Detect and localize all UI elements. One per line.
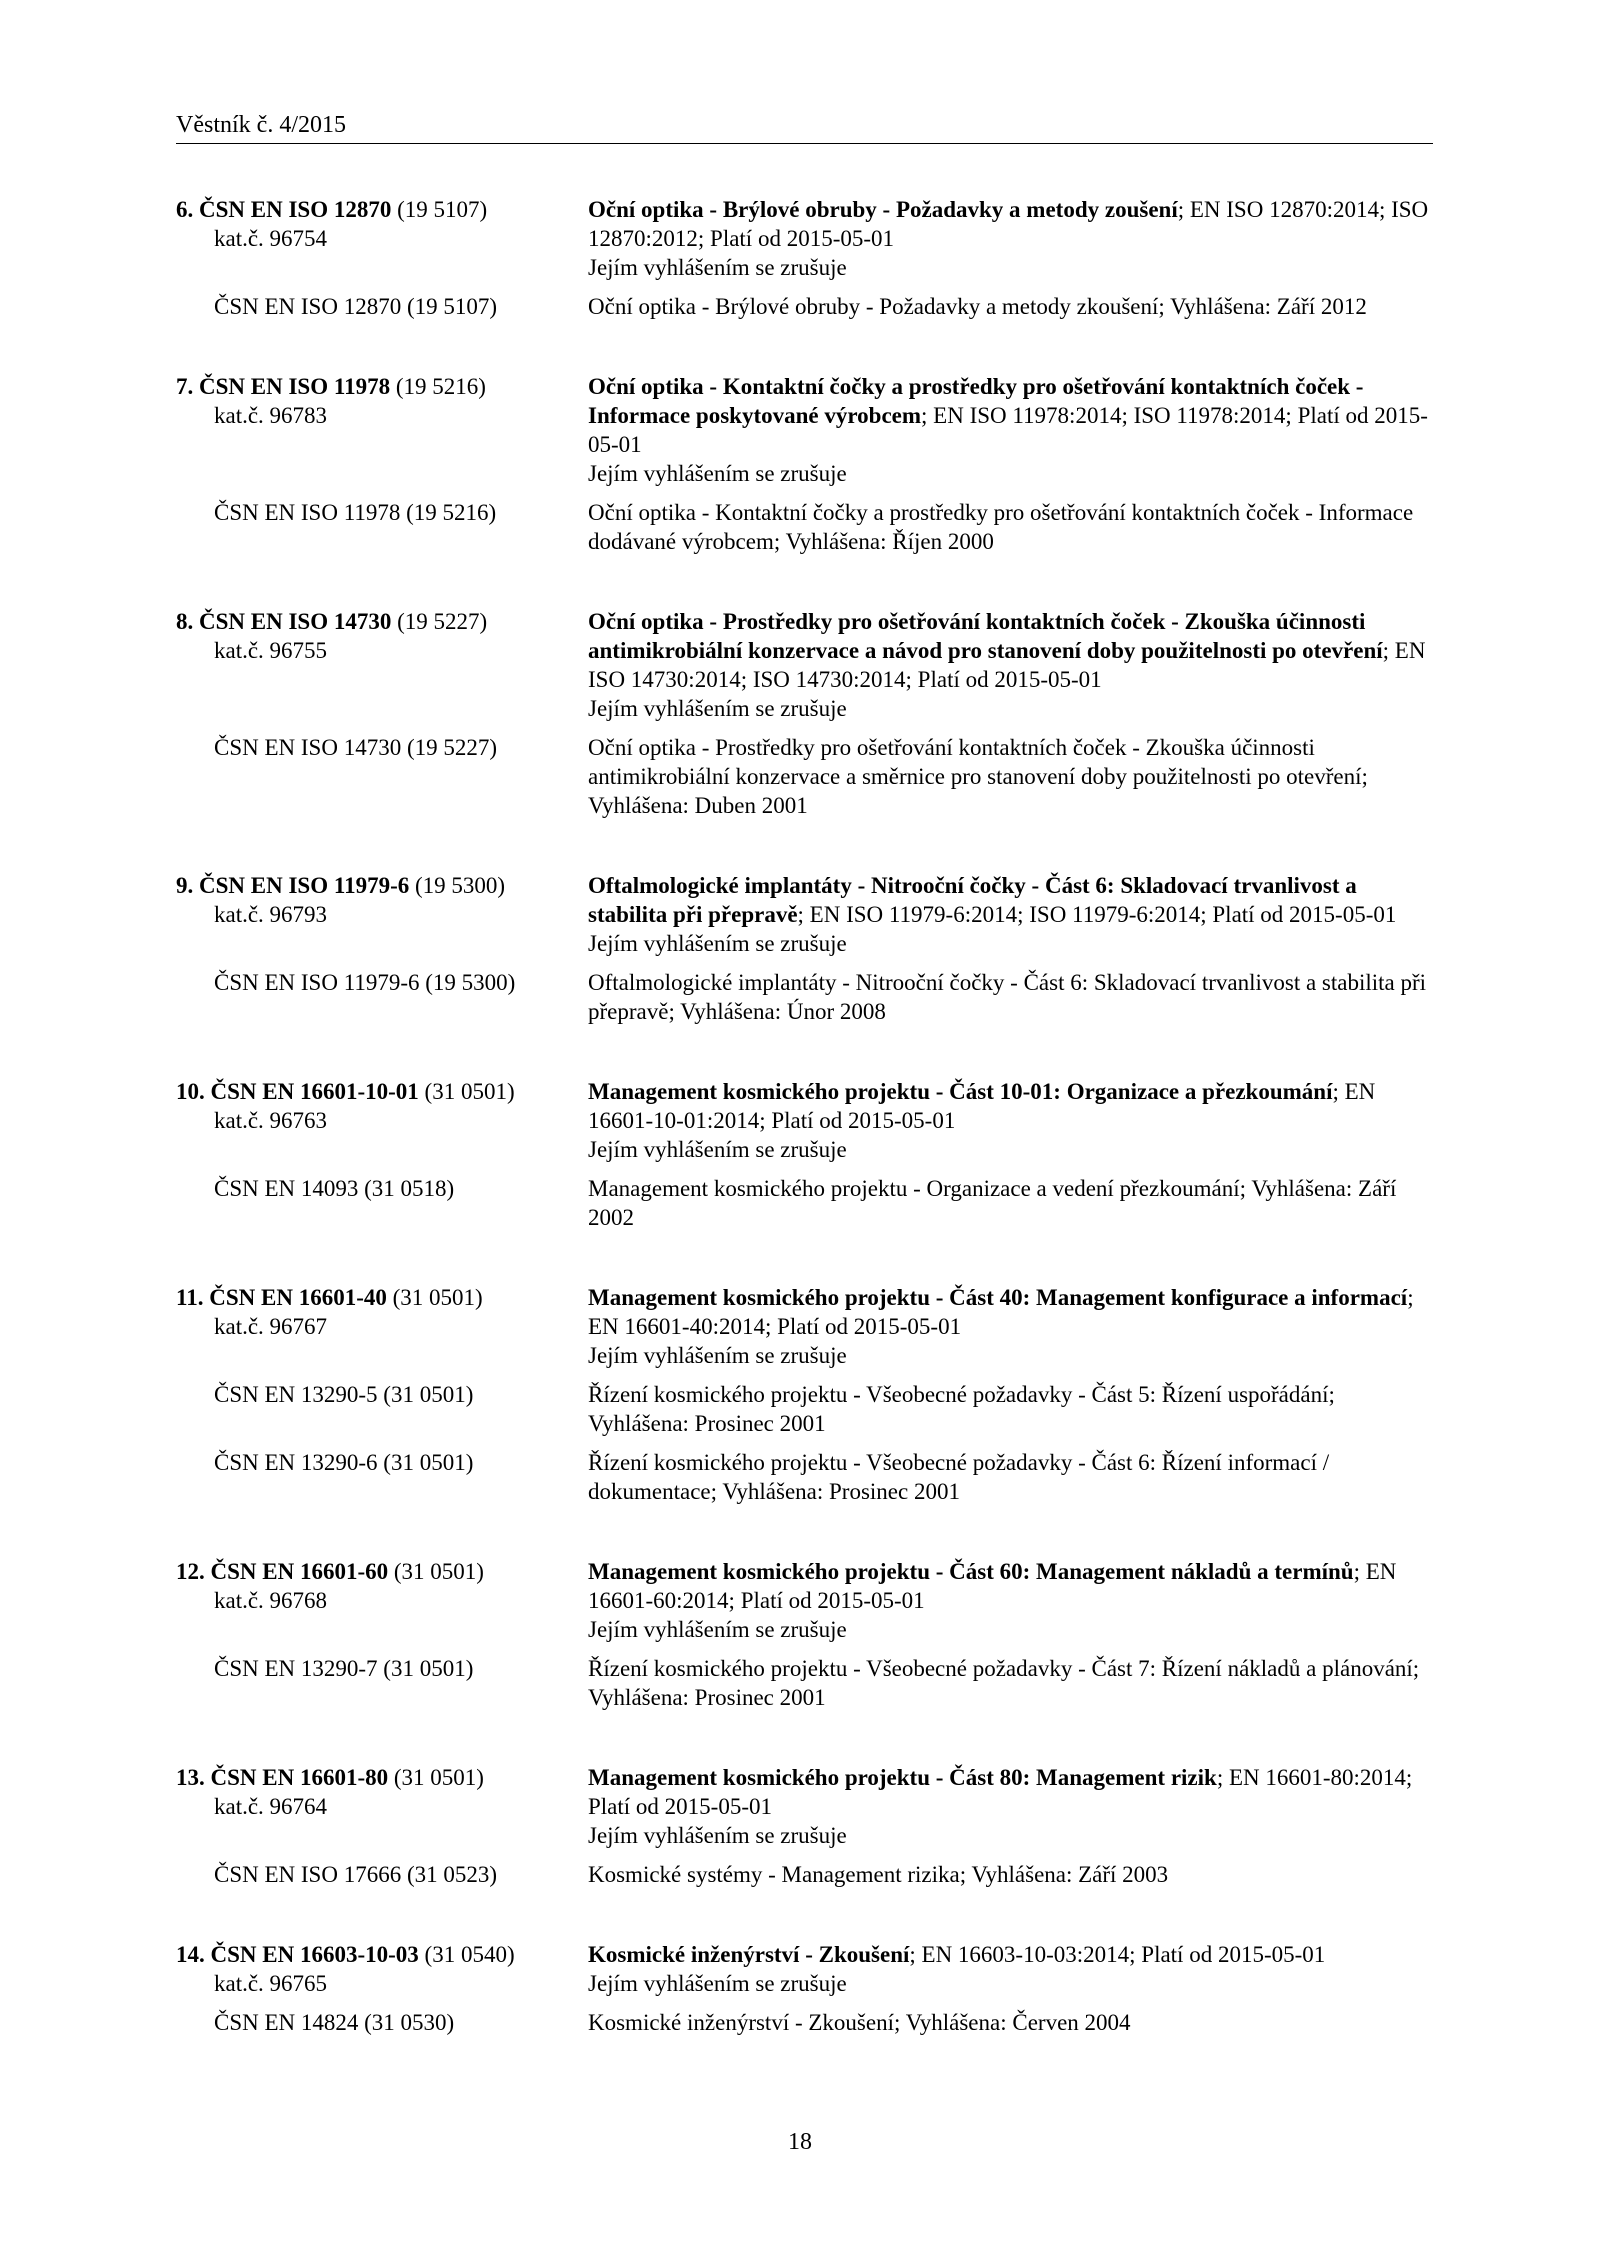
catalog-number: kat.č. 96755 (214, 638, 328, 663)
standard-number-code (176, 1765, 388, 1790)
replaced-standard (176, 968, 1436, 1026)
replaced-code: ČSN EN 14093 (31 0518) (214, 1176, 455, 1201)
classification-code: (19 5216) (390, 374, 486, 399)
standard-description (588, 1077, 1436, 1164)
standard-info: ; EN ISO 12870:2014; ISO 12870:2012; Platí od 2015-05-01 (588, 197, 1429, 251)
standard-title-line (588, 195, 1436, 253)
replaced-identifier (176, 292, 588, 321)
standard-code-line (176, 1763, 588, 1792)
entry-number: 9. (176, 873, 194, 898)
cancellation-note: Jejím vyhlášením se zrušuje (588, 931, 847, 956)
classification-code: (31 0540) (418, 1942, 515, 1967)
replaced-code: ČSN EN ISO 12870 (19 5107) (214, 294, 498, 319)
standard-main (176, 372, 1436, 488)
replaced-standard (176, 733, 1436, 820)
replaced-standard (176, 292, 1436, 321)
standard-title: Management kosmického projektu - Část 80: Management rizik (588, 1765, 1217, 1790)
standard-identifier (176, 372, 588, 488)
replaced-standard (176, 1448, 1436, 1506)
standard-title: Management kosmického projektu - Část 10-01: Organizace a přezkoumání (588, 1079, 1333, 1104)
cancellation-note: Jejím vyhlášením se zrušuje (588, 1137, 847, 1162)
standard-code: ČSN EN 16601-10-01 (210, 1079, 419, 1104)
standard-main (176, 871, 1436, 958)
standard-main (176, 1557, 1436, 1644)
standard-code: ČSN EN 16601-40 (209, 1285, 387, 1310)
replaced-code: ČSN EN 13290-5 (31 0501) (214, 1382, 474, 1407)
standard-code: ČSN EN ISO 12870 (199, 197, 392, 222)
standard-entry (176, 372, 1436, 556)
standard-title: Management kosmického projektu - Část 40: Management konfigurace a informací (588, 1285, 1408, 1310)
replaced-description: Kosmické inženýrství - Zkoušení; Vyhlášena: Červen 2004 (588, 2010, 1131, 2035)
classification-code: (19 5300) (409, 873, 506, 898)
replaced-identifier (176, 968, 588, 1026)
standard-description (588, 1940, 1436, 1998)
standard-title-line (588, 871, 1436, 929)
classification-code: (31 0501) (388, 1765, 484, 1790)
replaced-identifier (176, 733, 588, 820)
standard-code: ČSN EN 16601-80 (210, 1765, 389, 1790)
standard-entry (176, 1077, 1436, 1232)
cancellation-note: Jejím vyhlášením se zrušuje (588, 1343, 847, 1368)
standard-description (588, 1557, 1436, 1644)
cancellation-note: Jejím vyhlášením se zrušuje (588, 1823, 847, 1848)
standard-code-line (176, 1283, 588, 1312)
standard-code-line (176, 1077, 588, 1106)
standard-code-line (176, 195, 588, 224)
standard-identifier (176, 1283, 588, 1370)
standard-description (588, 607, 1436, 723)
replaced-standard (176, 2008, 1436, 2037)
standard-number-code (176, 1285, 387, 1310)
cancellation-note: Jejím vyhlášením se zrušuje (588, 696, 847, 721)
standard-entry (176, 1940, 1436, 2037)
standard-info: ; EN 16601-60:2014; Platí od 2015-05-01 (588, 1559, 1397, 1613)
standards-list (176, 195, 1436, 2088)
catalog-number: kat.č. 96767 (214, 1314, 328, 1339)
replaced-code: ČSN EN ISO 11978 (19 5216) (214, 500, 497, 525)
standard-description (588, 1283, 1436, 1370)
replaced-identifier (176, 1654, 588, 1712)
standard-title: Oční optika - Brýlové obruby - Požadavky a metody zoušení (588, 197, 1178, 222)
replaced-description: Kosmické systémy - Management rizika; Vyhlášena: Září 2003 (588, 1862, 1169, 1887)
entry-number: 6. (176, 197, 194, 222)
entry-number: 10. (176, 1079, 205, 1104)
standard-description (588, 871, 1436, 958)
standard-info: ; EN 16603-10-03:2014; Platí od 2015-05-01 (909, 1942, 1326, 1967)
standard-number-code (176, 1559, 388, 1584)
standard-main (176, 607, 1436, 723)
standard-title: Oční optika - Kontaktní čočky a prostředky pro ošetřování kontaktních čoček - Informace poskytované výrobcem (588, 374, 1364, 428)
standard-number-code (176, 374, 390, 399)
standard-title-line (588, 1283, 1436, 1341)
standard-entry (176, 195, 1436, 321)
replaced-description: Oční optika - Kontaktní čočky a prostředky pro ošetřování kontaktních čoček - Informace dodávané výrobcem; Vyhlášena: Říjen 2000 (588, 500, 1414, 554)
cancellation-note: Jejím vyhlášením se zrušuje (588, 1617, 847, 1642)
cancellation-note: Jejím vyhlášením se zrušuje (588, 1971, 847, 1996)
standard-number-code (176, 1079, 419, 1104)
replaced-description: Oční optika - Brýlové obruby - Požadavky a metody zkoušení; Vyhlášena: Září 2012 (588, 294, 1367, 319)
page-number: 18 (788, 2129, 812, 2155)
replaced-identifier (176, 498, 588, 556)
standard-title-line (588, 1077, 1436, 1135)
standard-identifier (176, 1763, 588, 1850)
standard-title-line (588, 372, 1436, 459)
replaced-identifier (176, 1380, 588, 1438)
entry-number: 13. (176, 1765, 205, 1790)
replaced-description: Řízení kosmického projektu - Všeobecné požadavky - Část 7: Řízení nákladů a plánování; Vyhlášena: Prosinec 2001 (588, 1656, 1420, 1710)
entry-number: 12. (176, 1559, 205, 1584)
standard-info: ; EN 16601-80:2014; Platí od 2015-05-01 (588, 1765, 1413, 1819)
replaced-code: ČSN EN 13290-7 (31 0501) (214, 1656, 474, 1681)
standard-main (176, 1283, 1436, 1370)
catalog-number: kat.č. 96754 (214, 226, 328, 251)
entry-number: 7. (176, 374, 194, 399)
standard-code-line (176, 607, 588, 636)
standard-info: ; EN 16601-10-01:2014; Platí od 2015-05-01 (588, 1079, 1376, 1133)
replaced-code: ČSN EN 14824 (31 0530) (214, 2010, 455, 2035)
standard-code-line (176, 372, 588, 401)
replaced-identifier (176, 2008, 588, 2037)
classification-code: (31 0501) (386, 1285, 483, 1310)
bulletin-title: Věstník č. 4/2015 (176, 112, 346, 138)
entry-number: 11. (176, 1285, 204, 1310)
standard-identifier (176, 1557, 588, 1644)
cancellation-note: Jejím vyhlášením se zrušuje (588, 255, 847, 280)
replaced-identifier (176, 1174, 588, 1232)
standard-title-line (588, 607, 1436, 694)
entry-number: 14. (176, 1942, 205, 1967)
standard-identifier (176, 1077, 588, 1164)
standard-main (176, 195, 1436, 282)
standard-code: ČSN EN ISO 14730 (199, 609, 392, 634)
catalog-number: kat.č. 96768 (214, 1588, 328, 1613)
standard-identifier (176, 195, 588, 282)
standard-title: Management kosmického projektu - Část 60: Management nákladů a termínů (588, 1559, 1354, 1584)
standard-title-line (588, 1940, 1436, 1969)
replaced-standard (176, 1174, 1436, 1232)
standard-title: Oční optika - Prostředky pro ošetřování kontaktních čoček - Zkouška účinnosti antimikrobiální konzervace a návod pro stanovení doby použitelnosti po otevření (588, 609, 1383, 663)
standard-main (176, 1763, 1436, 1850)
replaced-description: Oftalmologické implantáty - Nitrooční čočky - Část 6: Skladovací trvanlivost a stabilita při přepravě; Vyhlášena: Únor 2008 (588, 970, 1427, 1024)
standard-code: ČSN EN 16601-60 (210, 1559, 389, 1584)
standard-number-code (176, 873, 409, 898)
replaced-identifier (176, 1448, 588, 1506)
replaced-description: Řízení kosmického projektu - Všeobecné požadavky - Část 5: Řízení uspořádání; Vyhlášena: Prosinec 2001 (588, 1382, 1335, 1436)
standard-code-line (176, 1940, 588, 1969)
standard-entry (176, 1283, 1436, 1506)
replaced-standard (176, 1860, 1436, 1889)
page-header (176, 110, 1433, 144)
standard-code: ČSN EN ISO 11978 (199, 374, 391, 399)
catalog-number: kat.č. 96783 (214, 403, 328, 428)
standard-main (176, 1940, 1436, 1998)
replaced-code: ČSN EN ISO 11979-6 (19 5300) (214, 970, 516, 995)
standard-title: Kosmické inženýrství - Zkoušení (588, 1942, 910, 1967)
standard-code: ČSN EN ISO 11979-6 (199, 873, 410, 898)
replaced-description: Oční optika - Prostředky pro ošetřování kontaktních čoček - Zkouška účinnosti antimikrobiální konzervace a směrnice pro stanovení doby použitelnosti po otevření; Vyhlášena: Duben 2001 (588, 735, 1368, 818)
replaced-standard (176, 498, 1436, 556)
standard-title: Oftalmologické implantáty - Nitrooční čočky - Část 6: Skladovací trvanlivost a stabilita při přepravě (588, 873, 1357, 927)
standard-number-code (176, 609, 391, 634)
replaced-code: ČSN EN ISO 14730 (19 5227) (214, 735, 498, 760)
classification-code: (19 5227) (391, 609, 488, 634)
standard-code-line (176, 871, 588, 900)
standard-info: ; EN 16601-40:2014; Platí od 2015-05-01 (588, 1285, 1414, 1339)
classification-code: (31 0501) (388, 1559, 484, 1584)
standard-identifier (176, 1940, 588, 1998)
replaced-description: Management kosmického projektu - Organizace a vedení přezkoumání; Vyhlášena: Září 2002 (588, 1176, 1397, 1230)
standard-code: ČSN EN 16603-10-03 (210, 1942, 419, 1967)
standard-description (588, 1763, 1436, 1850)
standard-number-code (176, 1942, 419, 1967)
standard-info: ; EN ISO 11979-6:2014; ISO 11979-6:2014; Platí od 2015-05-01 (797, 902, 1397, 927)
standard-entry (176, 1557, 1436, 1712)
replaced-identifier (176, 1860, 588, 1889)
standard-entry (176, 1763, 1436, 1889)
cancellation-note: Jejím vyhlášením se zrušuje (588, 461, 847, 486)
standard-description (588, 372, 1436, 488)
replaced-standard (176, 1380, 1436, 1438)
standard-code-line (176, 1557, 588, 1586)
catalog-number: kat.č. 96763 (214, 1108, 328, 1133)
standard-identifier (176, 607, 588, 723)
catalog-number: kat.č. 96764 (214, 1794, 328, 1819)
replaced-code: ČSN EN 13290-6 (31 0501) (214, 1450, 474, 1475)
standard-main (176, 1077, 1436, 1164)
standard-title-line (588, 1763, 1436, 1821)
standard-identifier (176, 871, 588, 958)
standard-description (588, 195, 1436, 282)
classification-code: (19 5107) (391, 197, 488, 222)
standard-number-code (176, 197, 391, 222)
standard-info: ; EN ISO 14730:2014; ISO 14730:2014; Platí od 2015-05-01 (588, 638, 1426, 692)
catalog-number: kat.č. 96793 (214, 902, 328, 927)
standard-entry (176, 871, 1436, 1026)
standard-title-line (588, 1557, 1436, 1615)
replaced-description: Řízení kosmického projektu - Všeobecné požadavky - Část 6: Řízení informací / dokumentace; Vyhlášena: Prosinec 2001 (588, 1450, 1330, 1504)
replaced-standard (176, 1654, 1436, 1712)
standard-info: ; EN ISO 11978:2014; ISO 11978:2014; Platí od 2015-05-01 (588, 403, 1428, 457)
entry-number: 8. (176, 609, 194, 634)
catalog-number: kat.č. 96765 (214, 1971, 328, 1996)
classification-code: (31 0501) (418, 1079, 515, 1104)
replaced-code: ČSN EN ISO 17666 (31 0523) (214, 1862, 498, 1887)
standard-entry (176, 607, 1436, 820)
